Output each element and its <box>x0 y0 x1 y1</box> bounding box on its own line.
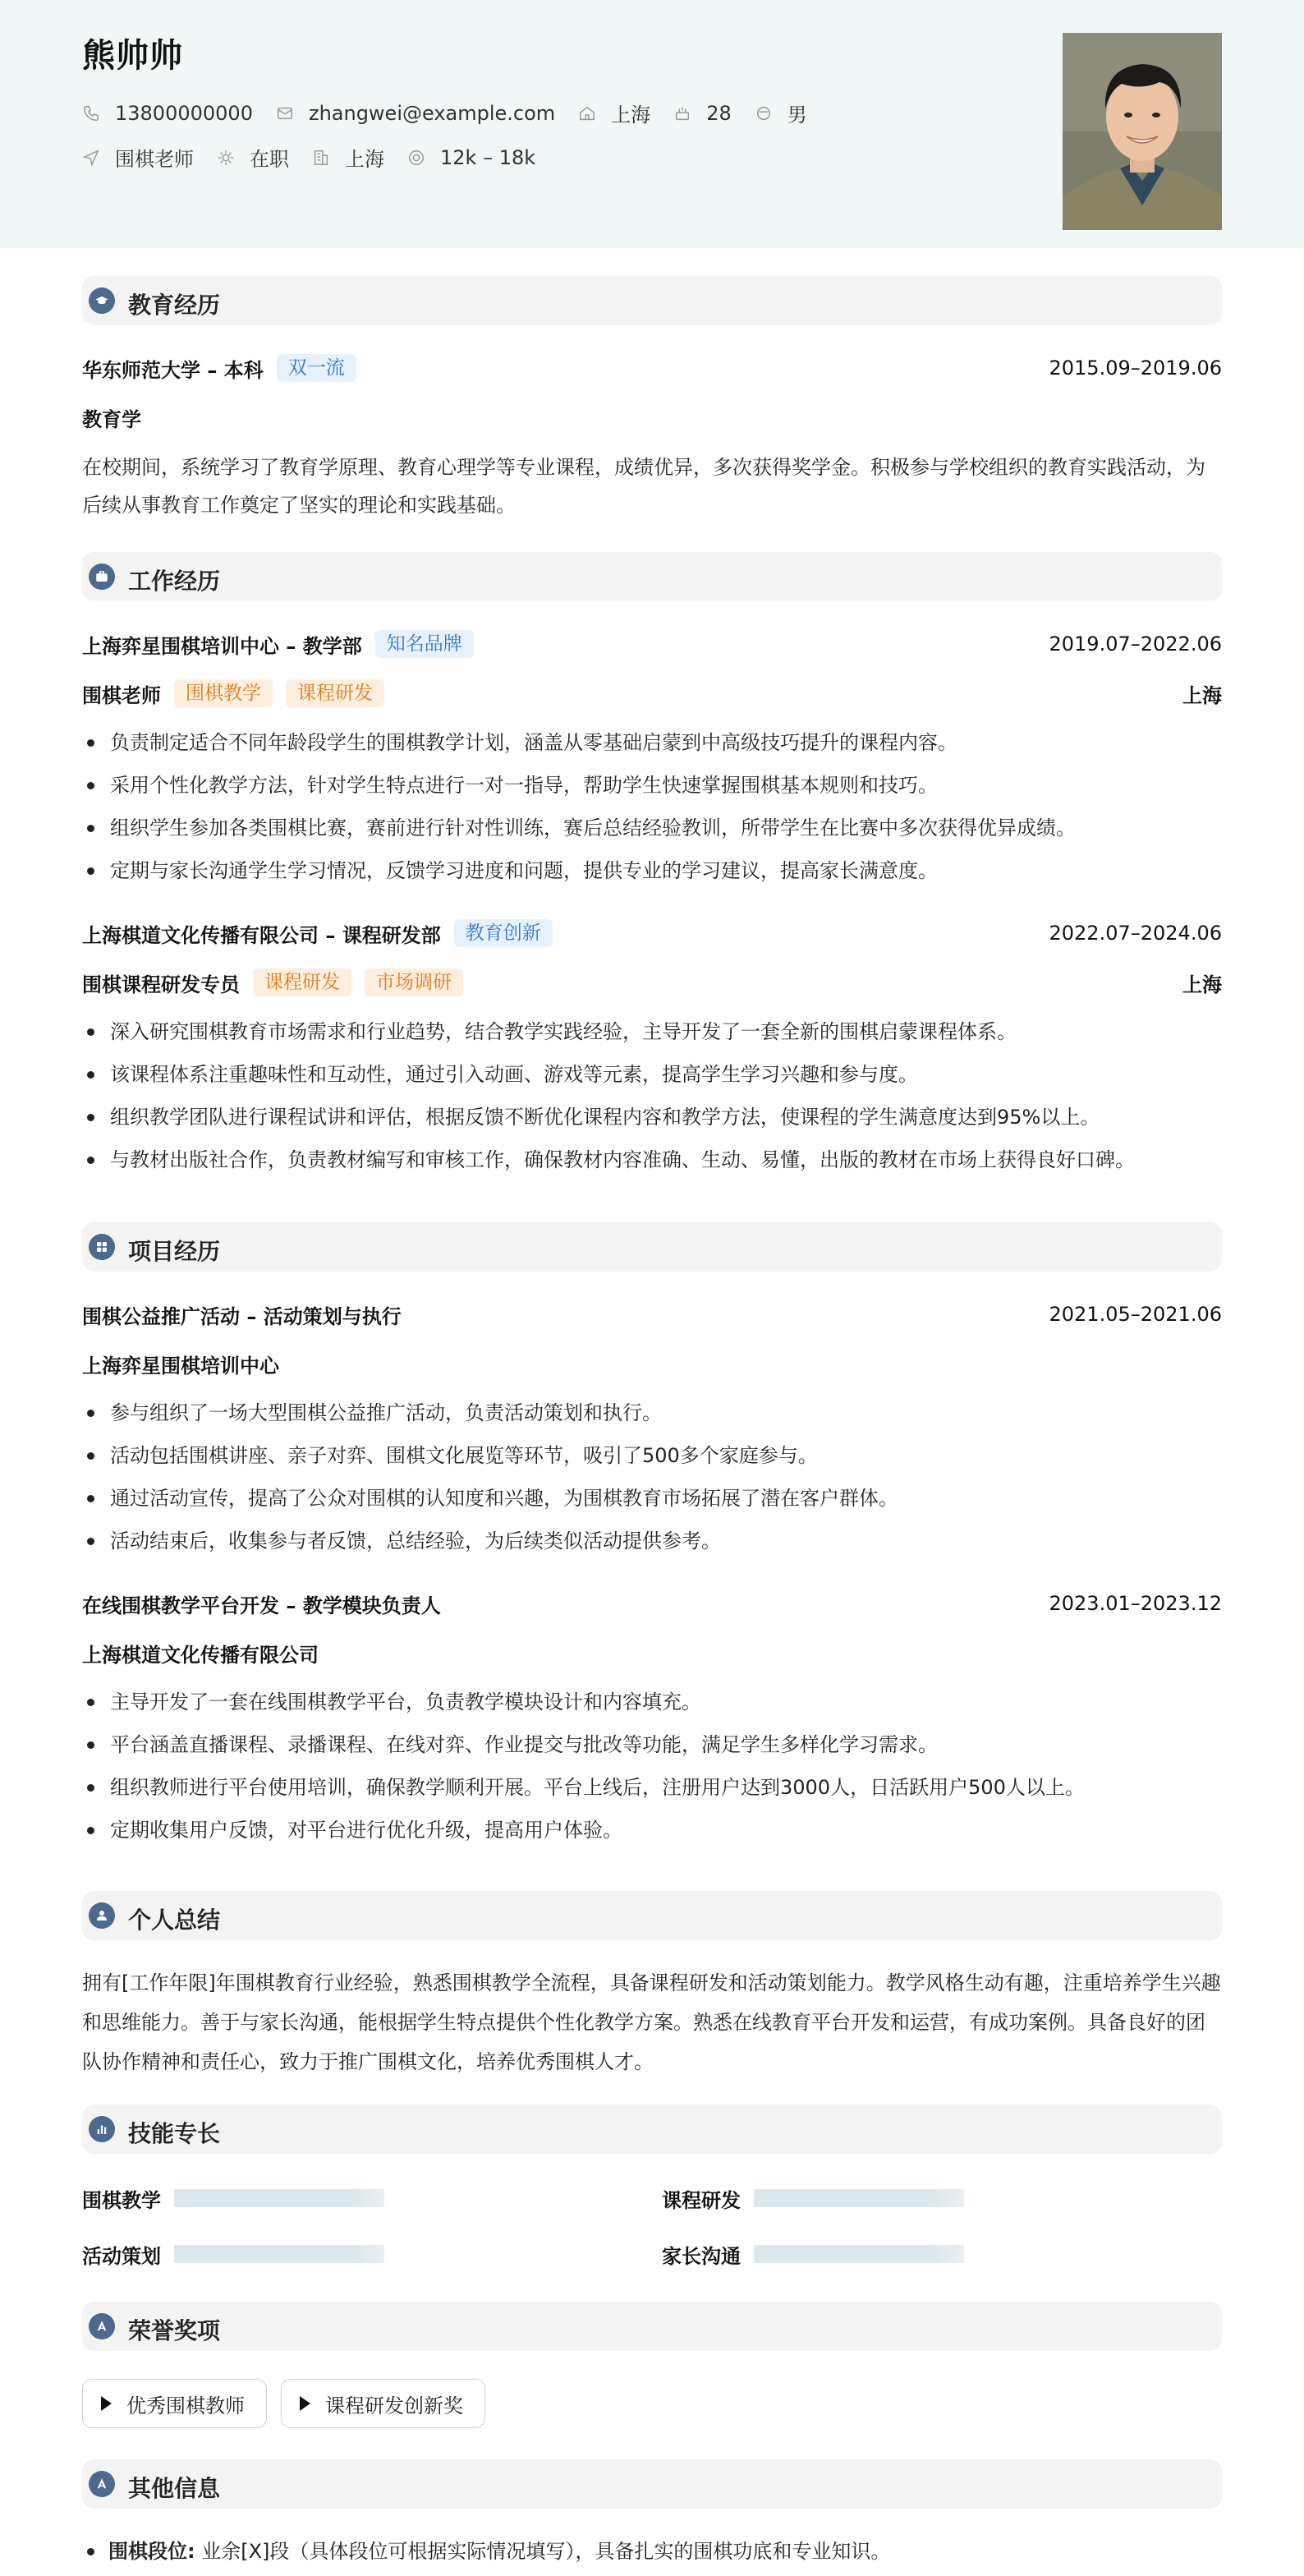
profile-photo <box>1063 33 1222 230</box>
age-text: 28 <box>706 101 732 125</box>
section-title: 其他信息 <box>128 2475 221 2502</box>
briefcase-icon <box>94 569 109 584</box>
graduation-cap-icon <box>94 293 109 308</box>
role-tag: 市场调研 <box>365 968 463 996</box>
skill-item <box>662 2182 964 2215</box>
work-2-bullets <box>82 1010 1222 1181</box>
home-icon <box>578 104 596 122</box>
project-org: 上海弈星围棋培训中心 <box>82 1354 279 1378</box>
send-icon <box>82 149 100 167</box>
list-item: 平台涵盖直播课程、录播课程、在线对弈、作业提交与批改等功能，满足学生多样化学习需求。 <box>82 1723 1222 1766</box>
position-text: 围棋老师 <box>115 148 194 171</box>
work-location: 上海 <box>1182 683 1222 707</box>
project-1-header <box>82 1298 1222 1331</box>
work-1-role-line <box>82 677 1222 710</box>
education-header <box>82 352 1222 384</box>
job-row <box>82 143 558 172</box>
company-tag: 教育创新 <box>454 919 553 947</box>
project-1-bullets <box>82 1392 1222 1562</box>
gear-icon <box>217 149 235 167</box>
other-value: 业余[X]段（具体段位可根据实际情况填写），具备扎实的围棋功底和专业知识。 <box>201 2540 891 2563</box>
salary-item <box>407 146 535 169</box>
gender-item <box>755 99 807 127</box>
list-item: 定期收集用户反馈，对平台进行优化升级，提高用户体验。 <box>82 1809 1222 1852</box>
list-item: 组织学生参加各类围棋比赛，赛前进行针对性训练，赛后总结经验教训，所带学生在比赛中多次获得优异成绩。 <box>82 807 1222 849</box>
skill-label: 围棋教学 <box>82 2188 161 2212</box>
section-title: 技能专长 <box>128 2120 221 2147</box>
other-info-item <box>82 2535 1222 2568</box>
work-1-header <box>82 628 1222 660</box>
project-date: 2023.01–2023.12 <box>1049 1592 1222 1615</box>
role-name: 围棋课程研发专员 <box>82 973 240 996</box>
role-name: 围棋老师 <box>82 683 161 707</box>
section-other <box>82 2459 1222 2509</box>
list-item: 负责制定适合不同年龄段学生的围棋教学计划，涵盖从零基础启蒙到中高级技巧提升的课程内容。 <box>82 721 1222 764</box>
role-tag: 围棋教学 <box>174 679 273 707</box>
education-major-line <box>82 401 1222 434</box>
list-item: 组织教学团队进行课程试讲和评估，根据反馈不断优化课程内容和教学方法，使课程的学生满意度达到95%以上。 <box>82 1096 1222 1138</box>
project-2-bullets <box>82 1681 1222 1852</box>
gender-icon <box>755 104 773 122</box>
section-title: 工作经历 <box>128 568 221 595</box>
work-1-bullets <box>82 721 1222 892</box>
skill-bar <box>174 2245 384 2263</box>
skill-label: 家长沟通 <box>662 2244 741 2268</box>
list-item: 该课程体系注重趣味性和互动性，通过引入动画、游戏等元素，提高学生学习兴趣和参与度。 <box>82 1053 1222 1096</box>
phone-text: 13800000000 <box>115 101 253 125</box>
school-tag: 双一流 <box>277 354 356 382</box>
mail-icon <box>276 104 294 122</box>
list-item: 主导开发了一套在线围棋教学平台，负责教学模块设计和内容填充。 <box>82 1681 1222 1723</box>
list-item: 与教材出版社合作，负责教材编写和审核工作，确保教材内容准确、生动、易懂，出版的教材在市场上获得良好口碑。 <box>82 1138 1222 1181</box>
age-item <box>673 102 732 125</box>
project-org: 上海棋道文化传播有限公司 <box>82 1643 319 1667</box>
status-text: 在职 <box>250 148 289 171</box>
work-location: 上海 <box>1182 973 1222 996</box>
list-item: 活动结束后，收集参与者反馈，总结经验，为后续类似活动提供参考。 <box>82 1520 1222 1562</box>
section-summary <box>82 1891 1222 1940</box>
education-date: 2015.09–2019.06 <box>1049 356 1222 380</box>
skill-bar <box>754 2189 964 2207</box>
skill-bar <box>754 2245 964 2263</box>
summary-text: 拥有[工作年限]年围棋教育行业经验，熟悉围棋教学全流程，具备课程研发和活动策划能力。教学风格生动有趣，注重培养学生兴趣和思维能力。善于与家长沟通，能根据学生特点提供个性化教学方案。熟悉在线教育平台开发和运营，有成功案例。具备良好的团队协作精神和责任心，致力于推广围棋文化，培养优秀围棋人才。 <box>82 1971 1221 2073</box>
contact-row <box>82 99 830 127</box>
position-item <box>82 143 194 172</box>
project-title: 围棋公益推广活动 – 活动策划与执行 <box>82 1304 402 1328</box>
project-2-org-line <box>82 1636 1222 1669</box>
bar-chart-icon <box>94 2122 109 2137</box>
project-1-org-line <box>82 1347 1222 1380</box>
project-date: 2021.05–2021.06 <box>1049 1303 1222 1326</box>
list-item: 组织教师进行平台使用培训，确保教学顺利开展。平台上线后，注册用户达到3000人，日活跃用户500人以上。 <box>82 1766 1222 1809</box>
award-icon <box>94 2477 109 2491</box>
school-name: 华东师范大学 – 本科 <box>82 358 264 382</box>
grid-icon <box>94 1240 109 1254</box>
section-projects <box>82 1222 1222 1272</box>
coin-icon <box>407 149 425 167</box>
list-item: 参与组织了一场大型围棋公益推广活动，负责活动策划和执行。 <box>82 1392 1222 1434</box>
user-icon <box>94 1908 109 1923</box>
salary-text: 12k – 18k <box>440 145 536 169</box>
company-name: 上海棋道文化传播有限公司 – 课程研发部 <box>82 923 441 947</box>
status-item <box>217 143 289 172</box>
section-education <box>82 276 1222 325</box>
work-2-role-line <box>82 966 1222 999</box>
skill-item <box>82 2182 384 2215</box>
project-2-header <box>82 1587 1222 1620</box>
skill-bar <box>174 2189 384 2207</box>
award-chip[interactable] <box>82 2379 267 2428</box>
section-title: 教育经历 <box>128 292 221 319</box>
list-item: 定期与家长沟通学生学习情况，反馈学习进度和问题，提供专业的学习建议，提高家长满意度。 <box>82 849 1222 892</box>
phone-item <box>82 102 253 125</box>
section-title: 荣誉奖项 <box>128 2317 221 2344</box>
project-title: 在线围棋教学平台开发 – 教学模块负责人 <box>82 1594 441 1617</box>
education-description: 在校期间，系统学习了教育学原理、教育心理学等专业课程，成绩优异，多次获得奖学金。积极参与学校组织的教育实践活动，为后续从事教育工作奠定了坚实的理论和实践基础。 <box>82 456 1205 517</box>
role-tag: 课程研发 <box>286 679 384 707</box>
section-work <box>82 552 1222 601</box>
skill-item <box>82 2238 384 2270</box>
location-item <box>578 99 650 127</box>
cake-icon <box>673 104 691 122</box>
gender-text: 男 <box>787 104 807 126</box>
candidate-name: 熊帅帅 <box>82 37 183 75</box>
role-tag: 课程研发 <box>253 968 351 996</box>
list-item: 通过活动宣传，提高了公众对围棋的认知度和兴趣，为围棋教育市场拓展了潜在客户群体。 <box>82 1477 1222 1520</box>
email-item <box>276 102 555 125</box>
award-label: 优秀围棋教师 <box>126 2394 245 2417</box>
list-item: 深入研究围棋教育市场需求和行业趋势，结合教学实践经验，主导开发了一套全新的围棋启蒙课程体系。 <box>82 1010 1222 1053</box>
section-skills <box>82 2104 1222 2154</box>
play-icon <box>101 2396 112 2411</box>
list-item: 活动包括围棋讲座、亲子对弈、围棋文化展览等环节，吸引了500多个家庭参与。 <box>82 1434 1222 1477</box>
phone-icon <box>82 104 100 122</box>
play-icon <box>300 2396 310 2411</box>
skill-label: 活动策划 <box>82 2244 161 2268</box>
company-tag: 知名品牌 <box>375 630 474 658</box>
email-text: zhangwei@example.com <box>308 101 556 125</box>
award-chip[interactable] <box>281 2379 485 2428</box>
company-name: 上海弈星围棋培训中心 – 教学部 <box>82 634 362 658</box>
building-icon <box>312 149 330 167</box>
skill-label: 课程研发 <box>662 2188 741 2212</box>
work-date: 2019.07–2022.06 <box>1049 632 1222 656</box>
list-item: 采用个性化教学方法，针对学生特点进行一对一指导，帮助学生快速掌握围棋基本规则和技巧。 <box>82 764 1222 807</box>
major: 教育学 <box>82 407 141 431</box>
avatar-image <box>1063 33 1222 230</box>
other-key: 围棋段位: <box>108 2540 195 2563</box>
work-2-header <box>82 917 1222 950</box>
section-title: 个人总结 <box>128 1907 221 1934</box>
location-text: 上海 <box>611 104 651 126</box>
city-text: 上海 <box>345 148 384 171</box>
skill-item <box>662 2238 964 2270</box>
award-label: 课程研发创新奖 <box>325 2394 463 2417</box>
section-honors <box>82 2302 1222 2351</box>
city-item <box>312 143 384 172</box>
award-icon <box>94 2319 109 2334</box>
section-title: 项目经历 <box>128 1238 221 1265</box>
work-date: 2022.07–2024.06 <box>1049 922 1222 945</box>
resume-header <box>0 0 1304 248</box>
